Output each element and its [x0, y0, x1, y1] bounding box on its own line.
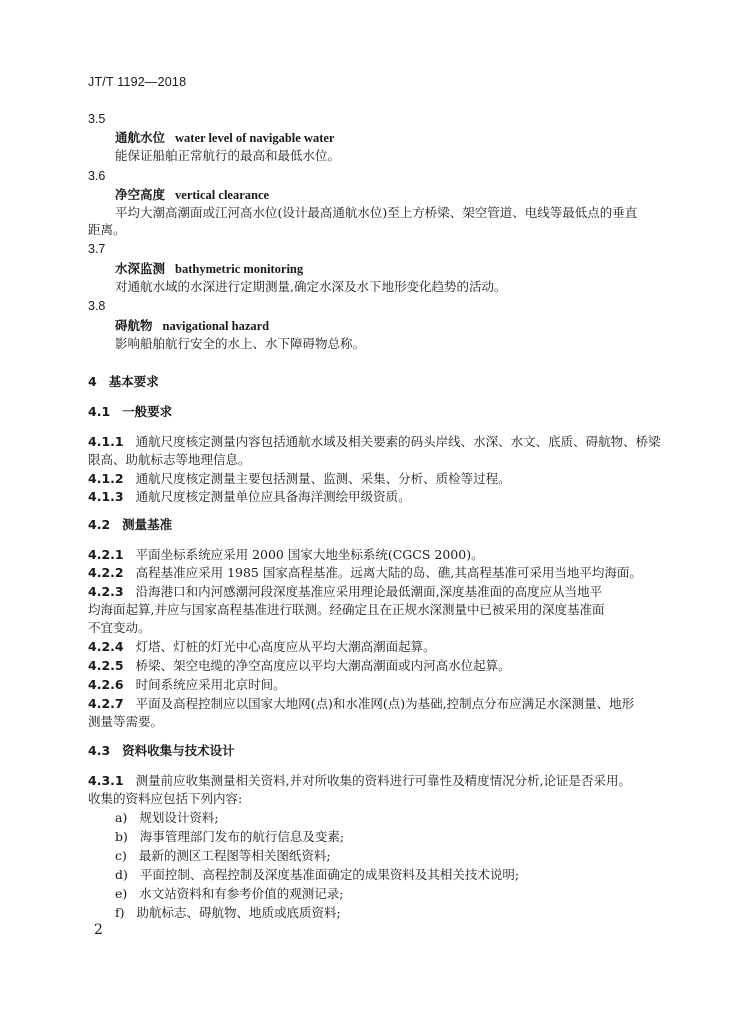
subsection-heading: 4.2 测量基准	[88, 517, 173, 532]
clause: 4.2.7 平面及高程控制应以国家大地网(点)和水准网(点)为基础,控制点分布应满足水深测量、地形	[88, 696, 635, 711]
list-item: c) 最新的测区工程图等相关图纸资料;	[115, 848, 331, 863]
clause: 4.2.4 灯塔、灯桩的灯光中心高度应从平均大潮高潮面起算。	[88, 639, 436, 654]
term-chinese: 净空高度	[115, 187, 166, 202]
list-item: e) 水文站资料和有参考价值的观测记录;	[115, 886, 344, 901]
clause: 4.1.3 通航尺度核定测量单位应具备海洋测绘甲级资质。	[88, 489, 411, 504]
clause: 4.2.1 平面坐标系统应采用 2000 国家大地坐标系统(CGCS 2000)。	[88, 547, 484, 562]
section-heading: 4 基本要求	[88, 374, 159, 389]
subsection-heading: 4.3 资料收集与技术设计	[88, 743, 235, 758]
term-heading	[115, 130, 334, 146]
term-english: vertical clearance	[175, 188, 270, 202]
term-definition: 能保证船舶正常航行的最高和最低水位。	[115, 148, 341, 163]
term-heading	[115, 261, 303, 277]
term-chinese: 通航水位	[115, 130, 166, 145]
term-definition: 对通航水域的水深进行定期测量,确定水深及水下地形变化趋势的活动。	[115, 279, 507, 294]
term-chinese: 水深监测	[115, 261, 166, 276]
standard-header: JT/T 1192—2018	[88, 75, 187, 89]
clause: 4.1.2 通航尺度核定测量主要包括测量、监测、采集、分析、质检等过程。	[88, 471, 511, 486]
term-definition: 影响船舶航行安全的水上、水下障碍物总称。	[115, 336, 366, 351]
clause-continuation: 均海面起算,并应与国家高程基准进行联测。经确定且在正规水深测量中已被采用的深度基准面	[88, 602, 605, 617]
term-english: water level of navigable water	[175, 131, 335, 145]
clause: 4.2.6 时间系统应采用北京时间。	[88, 677, 286, 692]
term-number: 3.6	[88, 169, 106, 183]
list-item: f) 助航标志、碍航物、地质或底质资料;	[115, 905, 341, 920]
term-number: 3.7	[88, 242, 106, 256]
clause-continuation: 限高、助航标志等地理信息。	[88, 452, 251, 467]
term-english: bathymetric monitoring	[175, 262, 304, 276]
clause-continuation: 不宜变动。	[88, 620, 151, 635]
page-number: 2	[94, 922, 103, 938]
clause: 4.3.1 测量前应收集测量相关资料,并对所收集的资料进行可靠性及精度情况分析,论证是否采用。	[88, 773, 632, 788]
list-item: d) 平面控制、高程控制及深度基准面确定的成果资料及其相关技术说明;	[115, 867, 520, 882]
clause: 4.1.1 通航尺度核定测量内容包括通航水域及相关要素的码头岸线、水深、水文、底质、碍航物、桥梁	[88, 434, 661, 449]
term-heading	[115, 318, 269, 334]
clause: 4.2.3 沿海港口和内河感潮河段深度基准应采用理论最低潮面,深度基准面的高度应从当地平	[88, 584, 603, 599]
term-number: 3.5	[88, 112, 106, 126]
list-item: a) 规划设计资料;	[115, 810, 219, 825]
subsection-heading: 4.1 一般要求	[88, 404, 173, 419]
term-chinese: 碍航物	[115, 318, 153, 333]
clause: 4.2.5 桥梁、架空电缆的净空高度应以平均大潮高潮面或内河高水位起算。	[88, 658, 511, 673]
clause: 4.2.2 高程基准应采用 1985 国家高程基准。远离大陆的岛、礁,其高程基准可采用当地平均海面。	[88, 565, 642, 580]
term-english: navigational hazard	[162, 319, 270, 333]
term-number: 3.8	[88, 299, 106, 313]
term-definition: 平均大潮高潮面或江河高水位(设计最高通航水位)至上方桥梁、架空管道、电线等最低点的垂直	[115, 205, 638, 220]
clause-continuation: 收集的资料应包括下列内容:	[88, 791, 243, 806]
clause-continuation: 测量等需要。	[88, 714, 164, 729]
term-definition: 距离。	[88, 222, 126, 237]
list-item: b) 海事管理部门发布的航行信息及变素;	[115, 829, 345, 844]
term-heading	[115, 187, 269, 203]
